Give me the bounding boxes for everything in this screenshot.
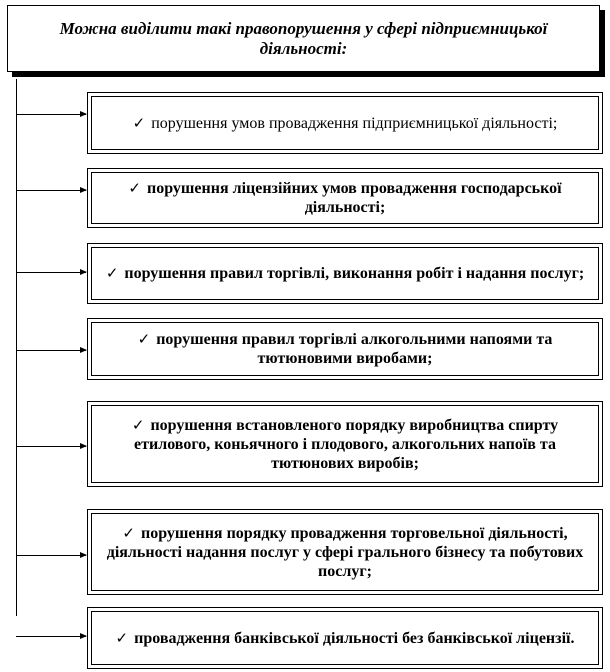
list-item-text [88,524,602,581]
list-item-text [119,114,572,133]
connector-arrow [16,446,86,447]
list-item-text [88,179,602,217]
connector-arrow [16,190,86,191]
list-item-label: провадження банківської діяльності без банківської ліцензії. [134,629,575,647]
list-item-label: порушення встановленого порядку виробництва спирту етилового, коньячного і плодового, алкогольних напоїв та тютюнових виробів; [134,416,559,472]
arrow-head-icon [80,269,87,275]
check-icon: ✓ [137,330,151,348]
list-item [87,607,603,669]
connector-arrow [16,636,86,637]
connector-arrow [16,555,86,556]
list-item-text [88,330,602,368]
check-icon: ✓ [128,179,141,197]
list-item-text [92,264,598,283]
list-item-label: порушення правил торгівлі алкогольними напоями та тютюновими виробами; [156,331,553,367]
arrow-head-icon [80,347,87,353]
connector-arrow [16,272,86,273]
arrow-head-icon [80,111,87,117]
check-icon: ✓ [115,628,129,647]
header-title: Можна виділити такі правопорушення у сфері підприємницької діяльності: [59,18,548,58]
connector-spine [16,79,17,616]
check-icon: ✓ [131,415,145,434]
list-item [87,168,603,228]
arrow-head-icon [80,633,87,639]
connector-arrow [16,114,86,115]
list-item-label: порушення порядку провадження торговельної діяльності, діяльності надання послуг у сфері грального бізнесу та побутових послуг; [106,524,584,580]
connector-arrow [16,350,86,351]
list-item-label: порушення правил торгівлі, виконання робіт і надання послуг; [124,265,585,282]
list-item [87,401,603,487]
arrow-head-icon [80,187,87,193]
check-icon: ✓ [132,113,146,132]
list-item [87,509,603,595]
diagram-header [7,5,600,72]
list-item [87,92,603,154]
list-item-label: порушення ліцензійних умов провадження господарської діяльності; [146,180,562,216]
check-icon: ✓ [105,264,119,282]
check-icon: ✓ [122,523,135,542]
list-item [87,243,603,304]
arrow-head-icon [80,443,87,449]
arrow-head-icon [80,552,87,558]
list-item-text [102,629,589,648]
list-item-label: порушення умов провадження підприємницької діяльності; [151,114,558,132]
list-item-text [88,416,602,473]
list-item [87,318,603,380]
